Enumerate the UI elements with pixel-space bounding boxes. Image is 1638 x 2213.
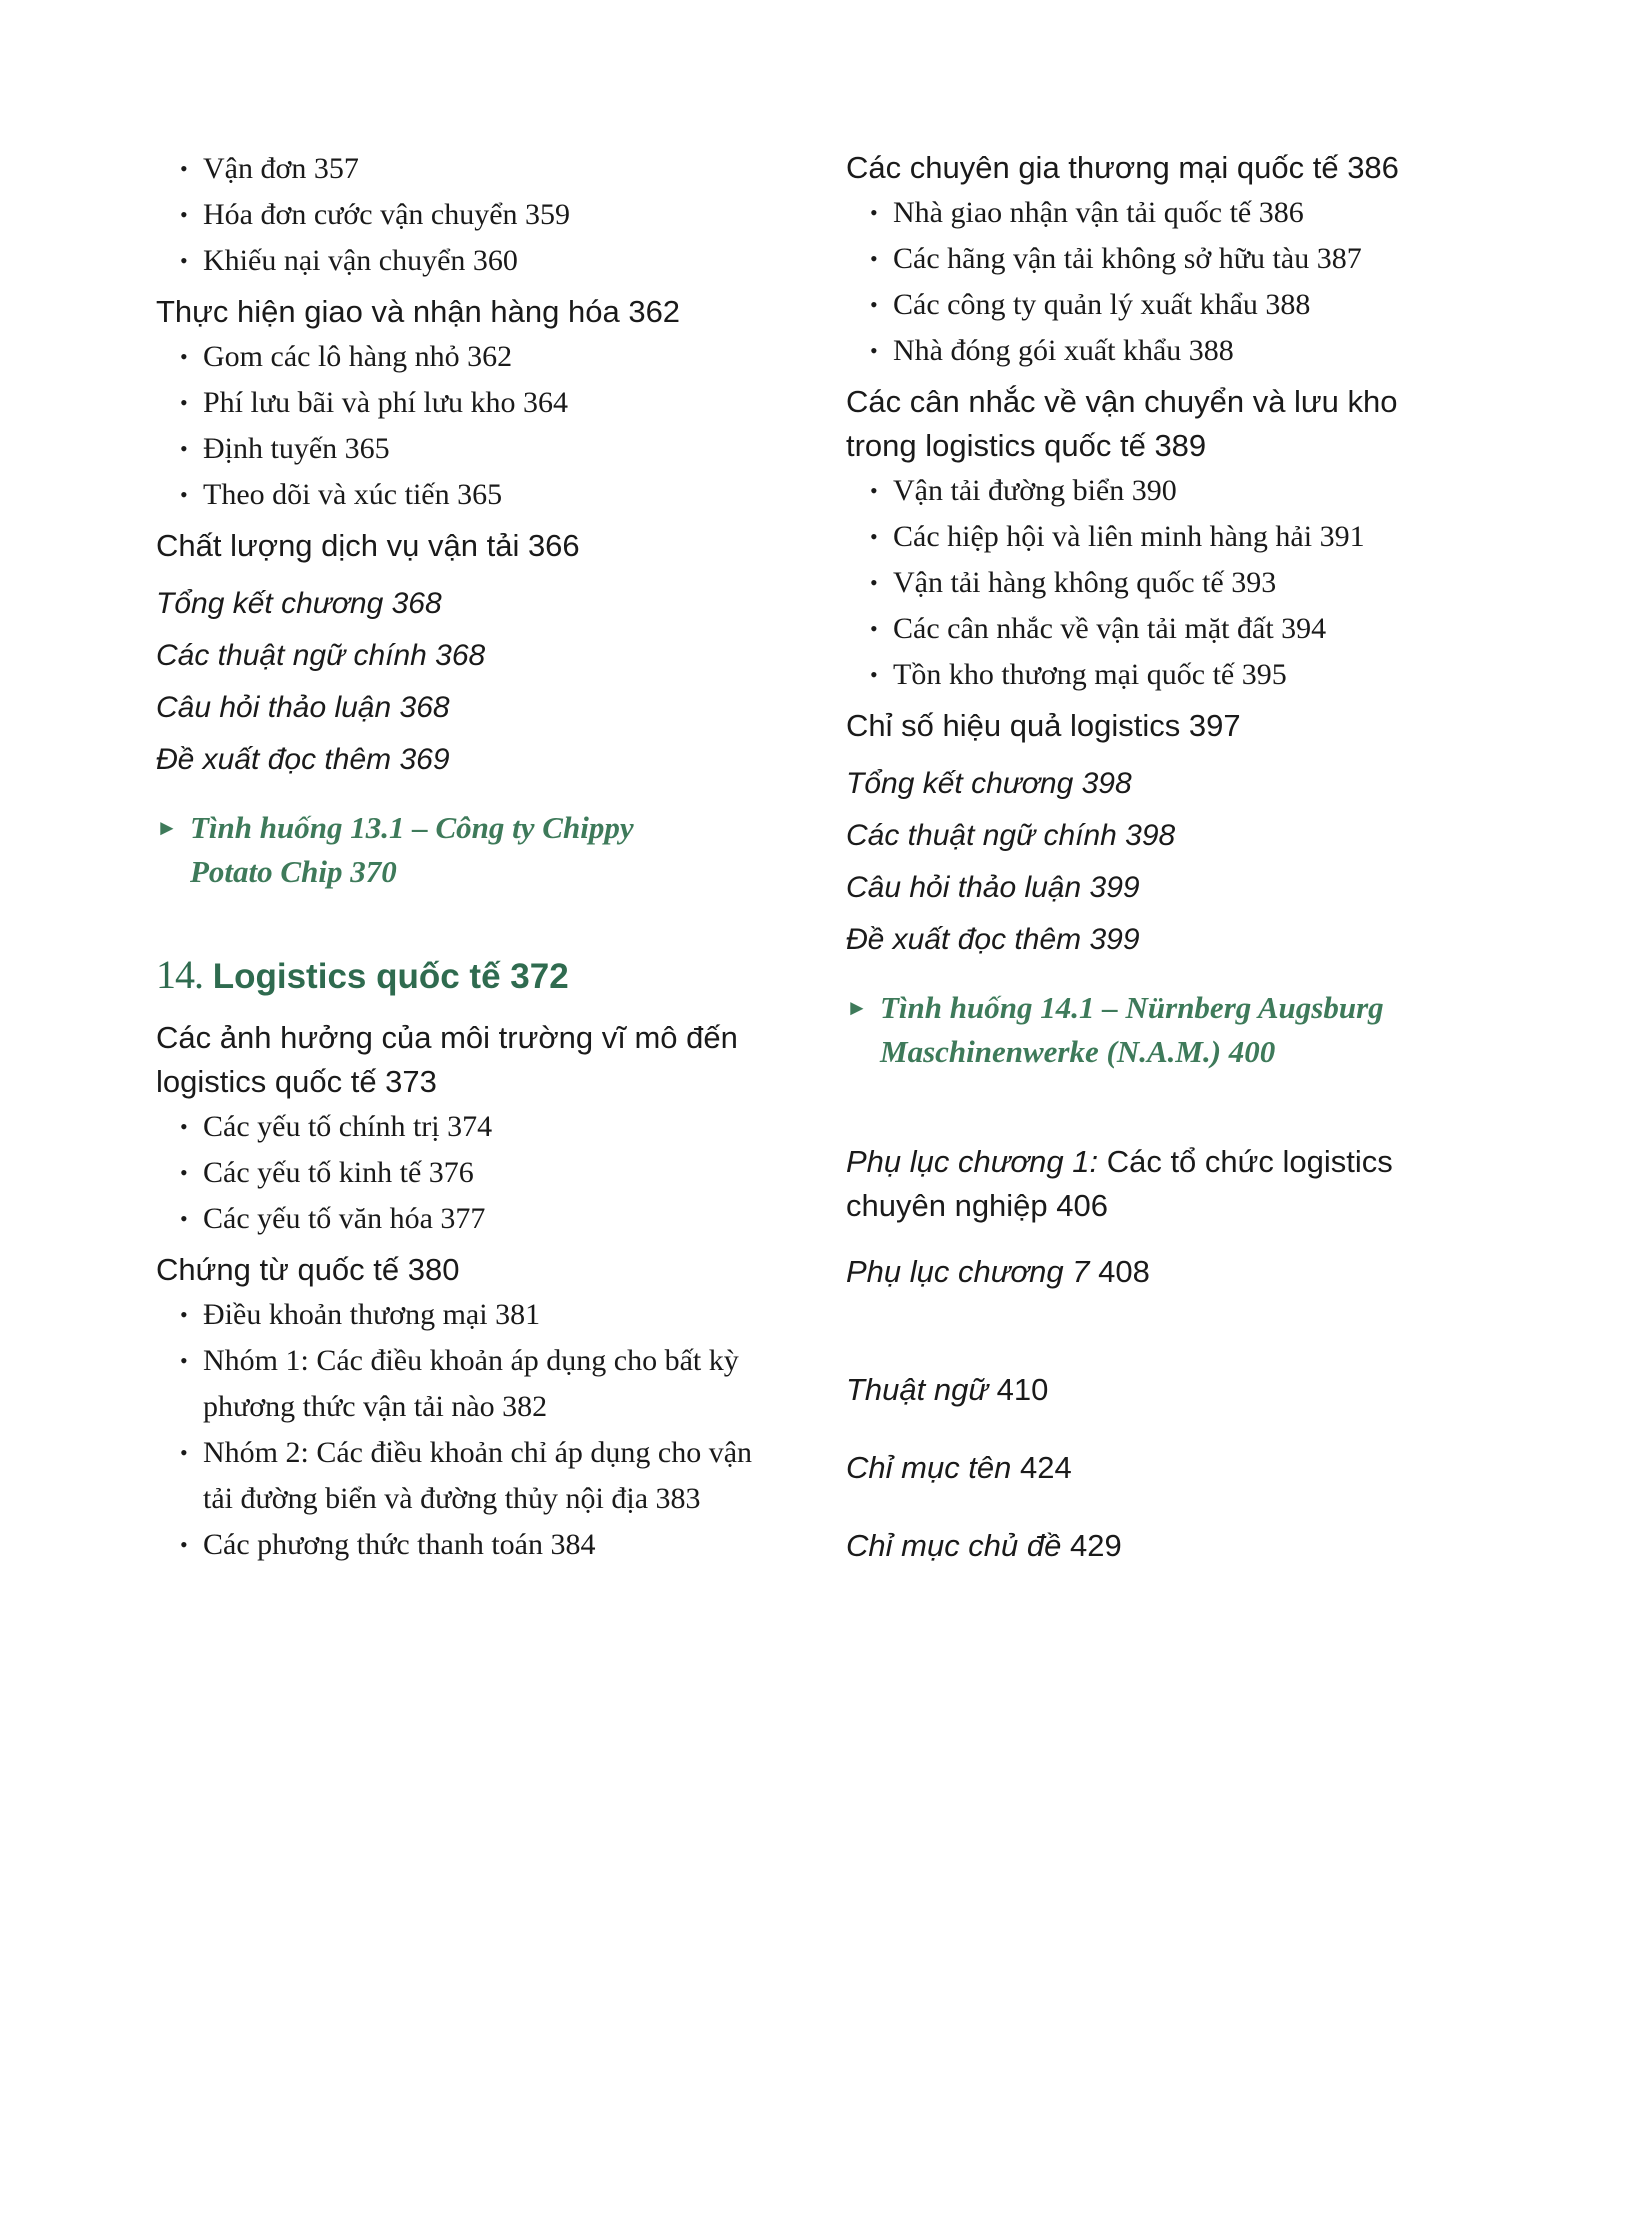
- toc-section-heading-line-1: Các cân nhắc về vận chuyển và lưu kho: [846, 384, 1398, 419]
- index-label: Thuật ngữ: [846, 1372, 989, 1407]
- appendix-title: Các tổ chức logistics: [1098, 1144, 1393, 1179]
- appendix-title-line-2: chuyên nghiệp 406: [846, 1188, 1109, 1223]
- toc-subentry[interactable]: [156, 334, 796, 380]
- toc-subentry-label: Nhóm 2: Các điều khoản chỉ áp dụng cho vận: [203, 1436, 753, 1469]
- appendix-entry[interactable]: [846, 1250, 1446, 1294]
- toc-section-heading[interactable]: [846, 380, 1446, 468]
- bullet-icon: •: [180, 1532, 188, 1557]
- case-study-line-2: Potato Chip 370: [190, 854, 397, 889]
- chapter-number: 14.: [156, 952, 203, 997]
- case-study-line-1: Tình huống 13.1 – Công ty Chippy: [190, 810, 634, 845]
- toc-subentry[interactable]: [846, 328, 1446, 374]
- toc-subentry-label: Các hãng vận tải không sở hữu tàu 387: [893, 242, 1362, 275]
- toc-subentry-label: Các yếu tố chính trị 374: [203, 1110, 493, 1143]
- index-entry-names[interactable]: [846, 1446, 1446, 1490]
- toc-subentry-label: Tồn kho thương mại quốc tế 395: [893, 658, 1287, 691]
- toc-subentry-label: Khiếu nại vận chuyển 360: [203, 244, 518, 277]
- toc-subentry-label: Các yếu tố văn hóa 377: [203, 1202, 486, 1235]
- toc-subentry-label: Các hiệp hội và liên minh hàng hải 391: [893, 520, 1365, 553]
- bullet-icon: •: [180, 156, 188, 181]
- toc-back-matter-item[interactable]: Câu hỏi thảo luận 368: [156, 691, 450, 724]
- toc-subentry[interactable]: [156, 426, 796, 472]
- bullet-icon: •: [180, 1348, 188, 1373]
- toc-subentry[interactable]: [846, 282, 1446, 328]
- chapter-back-matter: [846, 758, 1446, 966]
- toc-back-matter-item[interactable]: Tổng kết chương 368: [156, 587, 442, 620]
- toc-subentry[interactable]: [156, 1292, 796, 1338]
- toc-subentry[interactable]: [846, 190, 1446, 236]
- bullet-icon: •: [870, 616, 878, 641]
- appendix-label: Phụ lục chương 7: [846, 1254, 1090, 1289]
- toc-subentry[interactable]: [156, 1150, 796, 1196]
- index-page: 410: [988, 1372, 1049, 1407]
- toc-subentry[interactable]: [156, 146, 796, 192]
- toc-subentry-label: Các cân nhắc về vận tải mặt đất 394: [893, 612, 1327, 645]
- case-study-entry[interactable]: [846, 986, 1446, 1074]
- toc-subentry-label: Phí lưu bãi và phí lưu kho 364: [203, 386, 569, 419]
- toc-subentry[interactable]: [156, 380, 796, 426]
- toc-subentry-label: Các phương thức thanh toán 384: [203, 1528, 596, 1561]
- toc-subentry-label: Nhóm 1: Các điều khoản áp dụng cho bất kỳ: [203, 1344, 739, 1377]
- toc-section-heading[interactable]: Chất lượng dịch vụ vận tải 366: [156, 528, 580, 563]
- toc-back-matter-item[interactable]: Tổng kết chương 398: [846, 767, 1132, 800]
- case-study-entry[interactable]: [156, 806, 796, 894]
- toc-subentry[interactable]: [846, 652, 1446, 698]
- toc-subentry-label: Vận tải đường biển 390: [893, 474, 1177, 507]
- toc-subentry[interactable]: [156, 1104, 796, 1150]
- toc-subentry[interactable]: [846, 468, 1446, 514]
- bullet-icon: •: [870, 338, 878, 363]
- bullet-icon: •: [870, 524, 878, 549]
- bullet-icon: •: [870, 570, 878, 595]
- toc-subentry[interactable]: [846, 514, 1446, 560]
- toc-section-heading[interactable]: Các chuyên gia thương mại quốc tế 386: [846, 150, 1399, 185]
- index-entry-glossary[interactable]: [846, 1368, 1446, 1412]
- toc-subentry-label: Vận đơn 357: [203, 152, 359, 185]
- index-label: Chỉ mục chủ đề: [846, 1528, 1062, 1563]
- bullet-icon: •: [870, 662, 878, 687]
- bullet-icon: •: [180, 1206, 188, 1231]
- bullet-icon: •: [870, 200, 878, 225]
- chapter-title: Logistics quốc tế 372: [212, 957, 569, 996]
- toc-subentry-label: Các yếu tố kinh tế 376: [203, 1156, 474, 1189]
- appendix-entry[interactable]: [846, 1140, 1446, 1228]
- toc-section-heading-line-2: logistics quốc tế 373: [156, 1064, 437, 1099]
- toc-subentry-label: Định tuyến 365: [203, 432, 390, 465]
- toc-subentry-label: Nhà đóng gói xuất khẩu 388: [893, 334, 1234, 367]
- appendix-page: 408: [1089, 1254, 1150, 1289]
- toc-left-column: [156, 146, 796, 1568]
- toc-section-heading-line-2: trong logistics quốc tế 389: [846, 428, 1207, 463]
- index-entry-subjects[interactable]: [846, 1524, 1446, 1568]
- bullet-icon: •: [180, 390, 188, 415]
- toc-subentry-label: Hóa đơn cước vận chuyển 359: [203, 198, 571, 231]
- toc-subentry[interactable]: [846, 560, 1446, 606]
- toc-section-heading[interactable]: Chứng từ quốc tế 380: [156, 1252, 460, 1287]
- toc-back-matter-item[interactable]: Các thuật ngữ chính 368: [156, 639, 486, 672]
- appendix-label: Phụ lục chương 1:: [846, 1144, 1099, 1179]
- toc-subentry[interactable]: [846, 606, 1446, 652]
- chapter-back-matter: [156, 578, 796, 786]
- toc-subentry-label: Các công ty quản lý xuất khẩu 388: [893, 288, 1311, 321]
- index-page: 424: [1011, 1450, 1072, 1485]
- toc-subentry[interactable]: [156, 192, 796, 238]
- triangle-right-icon: ►: [846, 995, 868, 1020]
- toc-section-heading[interactable]: [156, 1016, 796, 1104]
- chapter-heading[interactable]: [156, 950, 796, 1002]
- toc-back-matter-item[interactable]: Đề xuất đọc thêm 369: [156, 743, 450, 776]
- case-study-line-2: Maschinenwerke (N.A.M.) 400: [880, 1034, 1276, 1069]
- toc-section-heading[interactable]: Thực hiện giao và nhận hàng hóa 362: [156, 294, 681, 329]
- toc-subentry[interactable]: [156, 472, 796, 518]
- bullet-icon: •: [180, 1114, 188, 1139]
- bullet-icon: •: [180, 202, 188, 227]
- toc-subentry[interactable]: [156, 1338, 796, 1430]
- index-label: Chỉ mục tên: [846, 1450, 1012, 1485]
- index-page: 429: [1061, 1528, 1122, 1563]
- toc-subentry[interactable]: [156, 1522, 796, 1568]
- toc-subentry[interactable]: [156, 1430, 796, 1522]
- bullet-icon: •: [180, 248, 188, 273]
- toc-subentry-label-line-2: tải đường biển và đường thủy nội địa 383: [203, 1482, 701, 1515]
- toc-subentry[interactable]: [156, 238, 796, 284]
- toc-back-matter-item[interactable]: Đề xuất đọc thêm 399: [846, 923, 1140, 956]
- toc-section-heading[interactable]: Chỉ số hiệu quả logistics 397: [846, 708, 1241, 743]
- toc-back-matter-item[interactable]: Câu hỏi thảo luận 399: [846, 871, 1140, 904]
- toc-right-column: [846, 146, 1446, 1568]
- bullet-icon: •: [870, 478, 878, 503]
- bullet-icon: •: [180, 1440, 188, 1465]
- bullet-icon: •: [870, 292, 878, 317]
- triangle-right-icon: ►: [156, 815, 178, 840]
- case-study-line-1: Tình huống 14.1 – Nürnberg Augsburg: [880, 990, 1384, 1025]
- bullet-icon: •: [180, 344, 188, 369]
- bullet-icon: •: [180, 436, 188, 461]
- toc-subentry-label: Điều khoản thương mại 381: [203, 1298, 541, 1331]
- toc-subentry-label-line-2: phương thức vận tải nào 382: [203, 1390, 548, 1423]
- toc-subentry-label: Nhà giao nhận vận tải quốc tế 386: [893, 196, 1304, 229]
- toc-subentry-label: Vận tải hàng không quốc tế 393: [893, 566, 1277, 599]
- toc-subentry[interactable]: [846, 236, 1446, 282]
- toc-subentry[interactable]: [156, 1196, 796, 1242]
- bullet-icon: •: [180, 1302, 188, 1327]
- bullet-icon: •: [180, 1160, 188, 1185]
- bullet-icon: •: [180, 482, 188, 507]
- toc-subentry-label: Theo dõi và xúc tiến 365: [203, 478, 503, 511]
- toc-back-matter-item[interactable]: Các thuật ngữ chính 398: [846, 819, 1176, 852]
- toc-subentry-label: Gom các lô hàng nhỏ 362: [203, 340, 513, 373]
- bullet-icon: •: [870, 246, 878, 271]
- toc-section-heading-line-1: Các ảnh hưởng của môi trường vĩ mô đến: [156, 1020, 738, 1055]
